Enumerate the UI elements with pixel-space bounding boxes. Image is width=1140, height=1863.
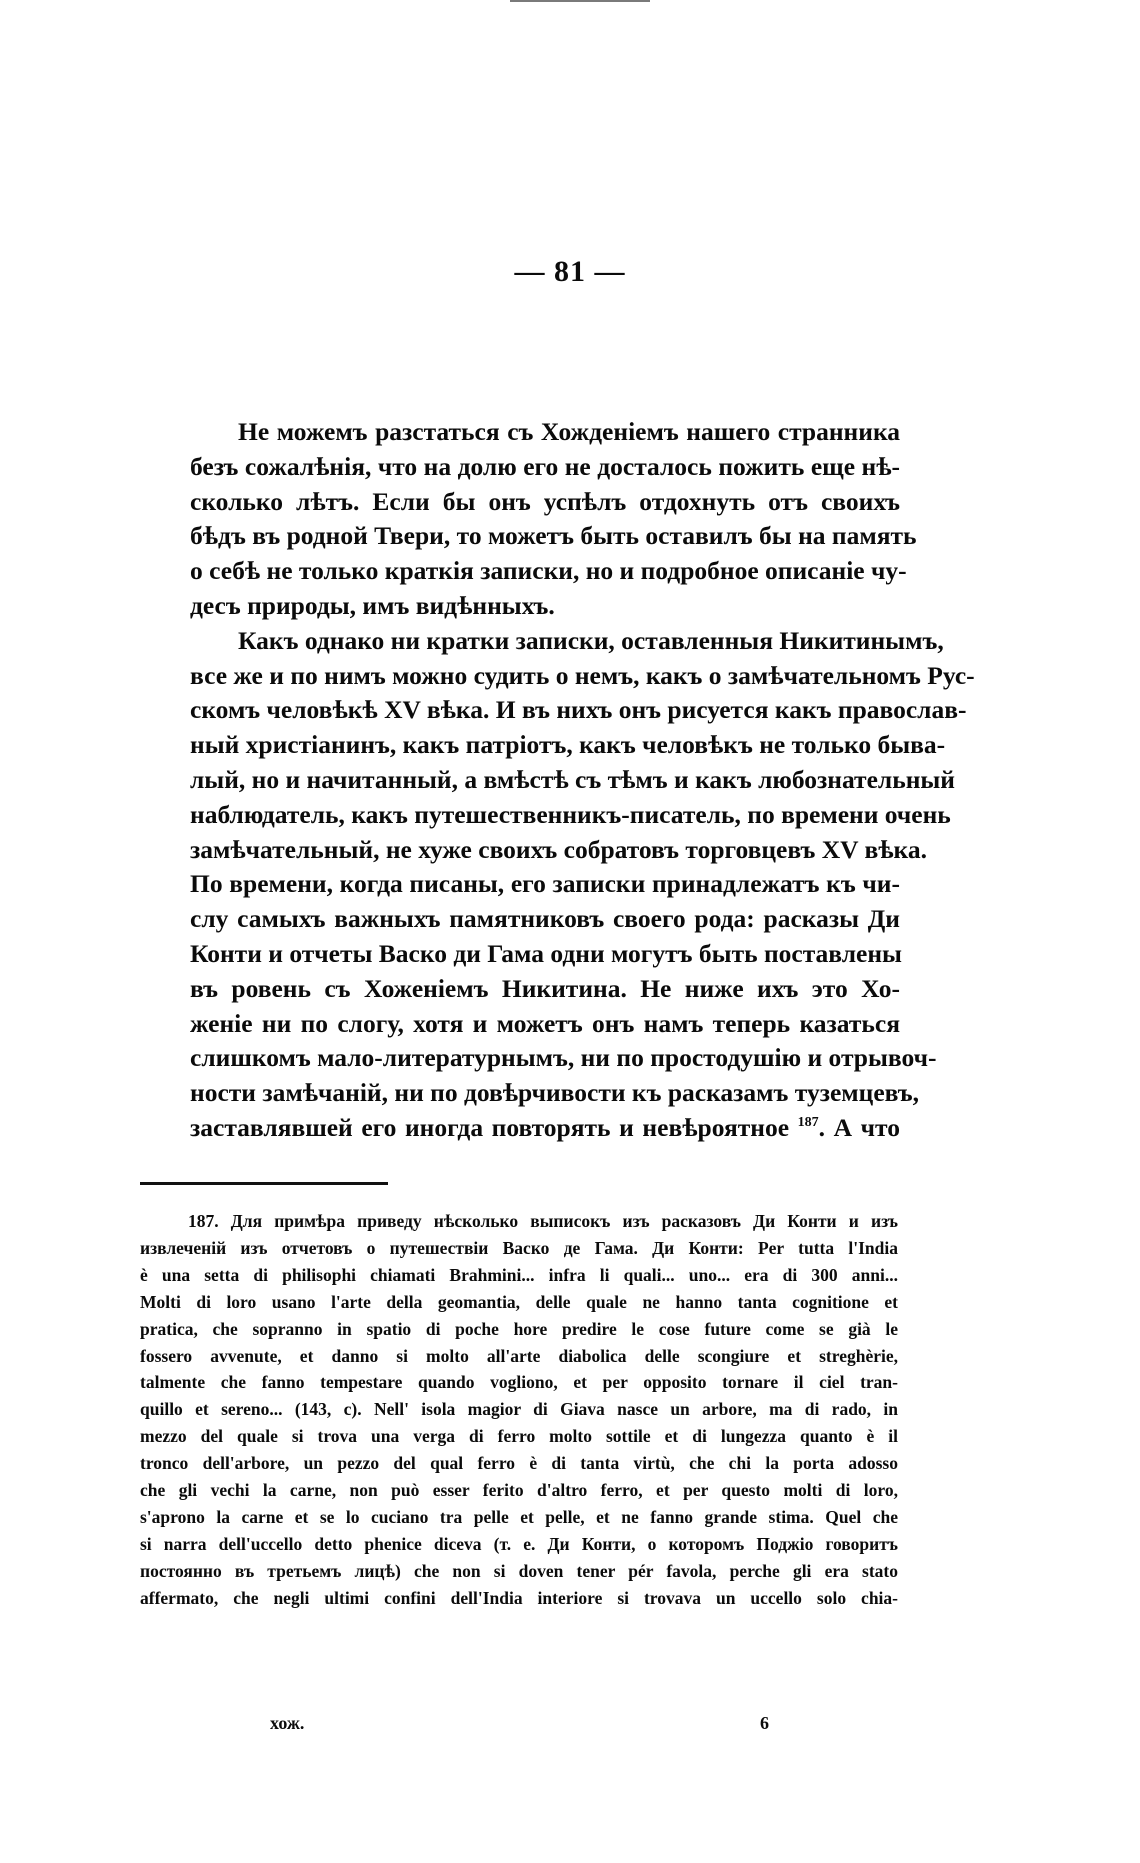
footnote-line: извлеченій изъ отчетовъ о путешествіи Васко де Гама. Ди Конти: Per tutta l'India: [140, 1237, 898, 1258]
footnote-line: si narra dell'uccello detto phenice diceva (т. е. Ди Конти, о которомъ Поджіо говоритъ: [140, 1533, 898, 1554]
text-line: скомъ человѣкѣ XV вѣка. И въ нихъ онъ рисуется какъ православ-: [190, 695, 967, 725]
text-line-tail: . А что: [818, 1112, 900, 1142]
text-line: бѣдъ въ родной Твери, то можетъ быть оставилъ бы на память: [190, 521, 917, 551]
footnote-line: è una setta di philisophi chiamati Brahmini... infra li quali... uno... era di 300 anni...: [140, 1264, 898, 1285]
text-line: Какъ однако ни кратки записки, оставленныя Никитинымъ,: [238, 625, 944, 655]
text-line: о себѣ не только краткія записки, но и подробное описаніе чу-: [190, 556, 907, 586]
paragraph-1: [140, 415, 917, 624]
footnote-block: [140, 1208, 898, 1612]
text-line: десъ природы, имъ видѣнныхъ.: [190, 590, 555, 620]
text-line: По времени, когда писаны, его записки принадлежатъ къ чи-: [190, 869, 900, 899]
footnote-line: 187. Для примѣра приведу нѣсколько выписокъ изъ расказовъ Ди Конти и изъ: [188, 1211, 898, 1231]
footnote-line: che gli vechi la carne, non può esser ferito d'altro ferro, et per questo molti di loro,: [140, 1480, 898, 1501]
text-line-with-footnote: [140, 1111, 900, 1146]
footnote-line: s'aprono la carne et se lo cuciano tra pelle et pelle, et ne fanno grande stima. Quel che: [140, 1506, 898, 1527]
signature-number: 6: [760, 1713, 769, 1733]
text-line: слу самыхъ важныхъ памятниковъ своего рода: расказы Ди: [190, 904, 900, 934]
text-line: заставлявшей его иногда повторять и невѣроятное: [190, 1112, 790, 1142]
text-line: ности замѣчаній, ни по довѣрчивости къ расказамъ туземцевъ,: [190, 1078, 920, 1108]
text-line: женіе ни по слогу, хотя и можетъ онъ намъ теперь казаться: [190, 1008, 900, 1038]
top-edge-mark: [510, 0, 650, 6]
footnote-line: fossero avvenute, et danno si molto all'arte diabolica delle scongiure et streghèrie,: [140, 1345, 898, 1366]
footnote-line: talmente che fanno tempestare quando vogliono, et per opposito tornare il ciel tran-: [140, 1372, 898, 1393]
footnote-line: Molti di loro usano l'arte della geomantia, delle quale ne hanno tanta cognitione et: [140, 1291, 898, 1312]
text-line: безъ сожалѣнія, что на долю его не досталось пожить еще нѣ-: [190, 451, 900, 481]
footnote-line: pratica, che sopranno in spatio di poche hore predire le cose future come se già le: [140, 1318, 898, 1339]
footnote-reference[interactable]: 187: [797, 1114, 819, 1130]
footnote-line: постоянно въ третьемъ лицѣ) che non si doven tener pér favola, perche gli era stato: [140, 1560, 898, 1581]
text-line: слишкомъ мало-литературнымъ, ни по простодушію и отрывоч-: [190, 1043, 937, 1073]
footnote-line: affermato, che negli ultimi confini dell'India interiore si trovava un uccello solo chia-: [140, 1587, 898, 1608]
text-line: лый, но и начитанный, а вмѣстѣ съ тѣмъ и какъ любознательный: [190, 764, 955, 794]
text-line: Не можемъ разстаться съ Хожденіемъ нашего странника: [238, 417, 900, 446]
text-line: все же и по нимъ можно судить о немъ, какъ о замѣчательномъ Рус-: [190, 660, 975, 690]
text-line: сколько лѣтъ. Если бы онъ успѣлъ отдохнуть отъ своихъ: [190, 486, 900, 516]
text-line: въ ровень съ Хоженіемъ Никитина. Не ниже ихъ это Хо-: [190, 973, 900, 1003]
footnote-line: mezzo del quale si trova una verga di ferro molto sottile et di lungezza quanto è il: [140, 1426, 898, 1447]
footnote-separator: [140, 1182, 388, 1185]
page-number: — 81 —: [514, 255, 626, 288]
text-line: ный христіанинъ, какъ патріотъ, какъ человѣкъ не только быва-: [190, 730, 946, 760]
main-text: [140, 415, 975, 1146]
text-line: замѣчательный, не хуже своихъ собратовъ торговцевъ XV вѣка.: [190, 834, 927, 864]
paragraph-2: [140, 624, 975, 1146]
signature-mark: хож.: [270, 1713, 305, 1733]
text-line: Конти и отчеты Васко ди Гама одни могутъ быть поставлены: [190, 938, 902, 968]
footnote-line: tronco dell'arbore, un pezzo del qual ferro è di tanta virtù, che chi la porta adosso: [140, 1453, 898, 1474]
footnote-line: quillo et sereno... (143, c). Nell' isola magior di Giava nasce un arbore, ma di rado, in: [140, 1399, 898, 1420]
text-line: наблюдатель, какъ путешественникъ-писатель, по времени очень: [190, 799, 951, 829]
